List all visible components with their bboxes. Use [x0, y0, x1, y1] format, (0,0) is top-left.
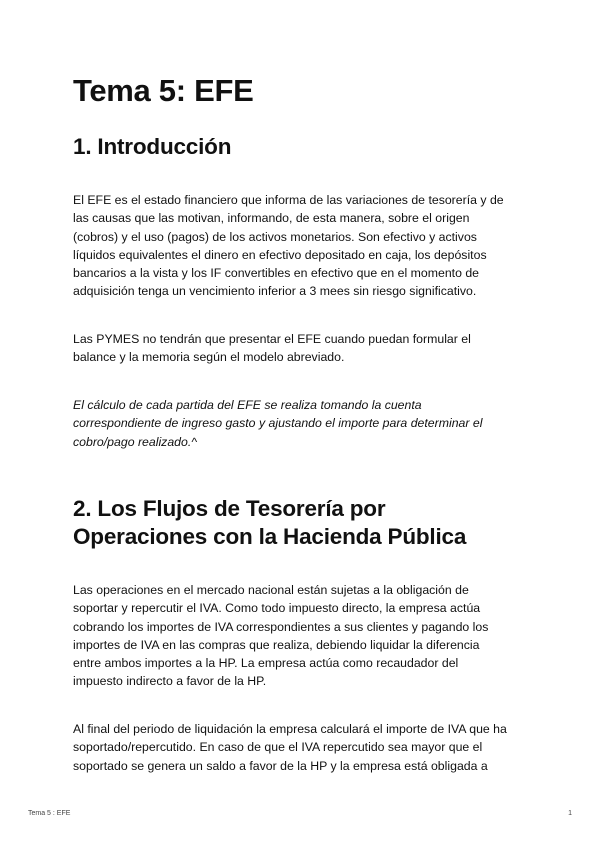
paragraph-line: El EFE es el estado financiero que informa de las variaciones de tesorería y de: [73, 193, 504, 207]
section-heading-line: Operaciones con la Hacienda Pública: [73, 524, 467, 549]
paragraph-line: soportado se genera un saldo a favor de la HP y la empresa está obligada a: [73, 758, 488, 773]
paragraph-line: correspondiente de ingreso gasto y ajustando el importe para determinar el: [73, 416, 483, 431]
section-heading-introduccion: [73, 133, 231, 161]
paragraph-line: Al final del periodo de liquidación la empresa calculará el importe de IVA que ha: [73, 722, 507, 736]
document-title: Tema 5: EFE: [73, 73, 254, 108]
section-heading-line: 2. Los Flujos de Tesorería por: [73, 496, 386, 521]
paragraph-line: El cálculo de cada partida del EFE se realiza tomando la cuenta: [73, 398, 422, 412]
paragraph-line: cobrando los importes de IVA correspondientes a sus clientes y pagando los: [73, 619, 489, 634]
paragraph-line: soportar y repercutir el IVA. Como todo impuesto directo, la empresa actúa: [73, 601, 481, 616]
footer-document-name: Tema 5 : EFE: [28, 810, 71, 817]
paragraph-pymes: [73, 330, 533, 367]
paragraph-line: líquidos equivalentes el dinero en efectivo depositado en caja, los depósitos: [73, 247, 487, 262]
paragraph-line: adquisición tenga un vencimiento inferior a 3 mees sin riesgo significativo.: [73, 284, 477, 299]
paragraph-efe-definition: [73, 191, 533, 301]
paragraph-line: importes de IVA en las compras que realiza, debiendo liquidar la diferencia: [73, 637, 480, 652]
paragraph-line: Las operaciones en el mercado nacional están sujetas a la obligación de: [73, 583, 469, 597]
paragraph-line: soportado/repercutido. En caso de que el IVA repercutido sea mayor que el: [73, 740, 483, 755]
section-heading-line: 1. Introducción: [73, 134, 232, 159]
paragraph-line: las causas que las motivan, informando, de esta manera, sobre el origen: [73, 211, 470, 226]
paragraph-line: impuesto indirecto a favor de la HP.: [73, 674, 267, 689]
paragraph-iva-operaciones: [73, 581, 533, 691]
paragraph-calculo-italic: [73, 396, 533, 451]
paragraph-line: bancarios a la vista y los IF convertibles en efectivo que en el momento de: [73, 266, 480, 281]
paragraph-periodo-liquidacion: [73, 720, 533, 775]
paragraph-line: cobro/pago realizado.^: [73, 434, 198, 449]
paragraph-line: entre ambos importes a la HP. La empresa actúa como recaudador del: [73, 656, 459, 671]
section-heading-flujos-tesoreria: [73, 495, 466, 551]
paragraph-line: balance y la memoria según el modelo abreviado.: [73, 350, 345, 365]
footer-page-number: 1: [568, 810, 572, 817]
paragraph-line: (cobros) y el uso (pagos) de los activos monetarios. Son efectivo y activos: [73, 229, 477, 244]
paragraph-line: Las PYMES no tendrán que presentar el EFE cuando puedan formular el: [73, 332, 471, 346]
